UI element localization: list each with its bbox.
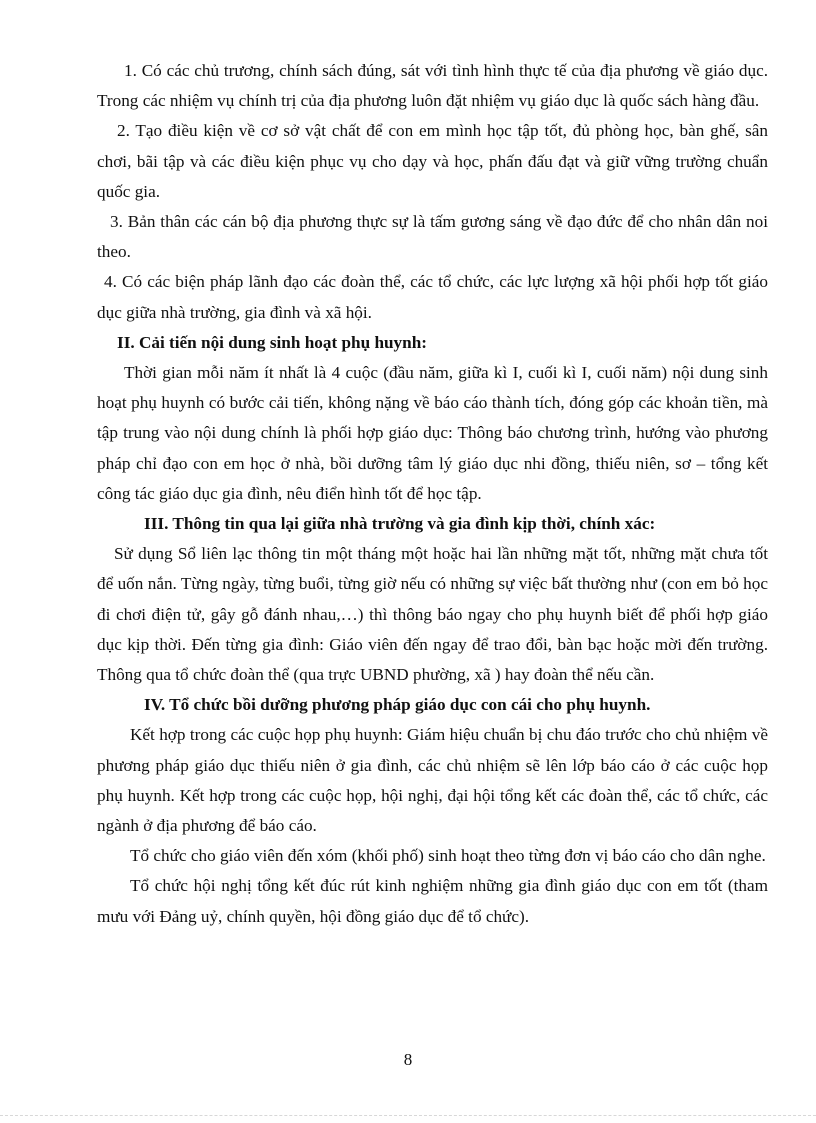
body-paragraph: Kết hợp trong các cuộc họp phụ huynh: Giám hiệu chuẩn bị chu đáo trước cho chủ nhiệm về phương pháp giáo dục thiếu niên ở gia đình, các chủ nhiệm sẽ lên lớp báo cáo ở các cuộc họp phụ huynh. Kết hợp trong các cuộc họp, hội nghị, đại hội tổng kết các đoàn thể, các tổ chức, các ngành ở địa phương để báo cáo. <box>97 725 768 836</box>
section-heading: III. Thông tin qua lại giữa nhà trường và gia đình kịp thời, chính xác: <box>144 514 656 534</box>
section-heading: II. Cải tiến nội dung sinh hoạt phụ huynh: <box>117 332 427 352</box>
page-bottom-divider <box>0 1115 816 1116</box>
body-paragraph: 1. Có các chủ trương, chính sách đúng, sát với tình hình thực tế của địa phương về giáo dục. Trong các nhiệm vụ chính trị của địa phương luôn đặt nhiệm vụ giáo dục là quốc sách hàng đầu. <box>97 61 768 111</box>
document-body <box>97 56 768 932</box>
body-paragraph: Tổ chức hội nghị tổng kết đúc rút kinh nghiệm những gia đình giáo dục con em tốt (tham mưu với Đảng uỷ, chính quyền, hội đồng giáo dục để tổ chức). <box>97 876 768 926</box>
body-paragraph: Thời gian mỗi năm ít nhất là 4 cuộc (đầu năm, giữa kì I, cuối kì I, cuối năm) nội dung sinh hoạt phụ huynh có bước cải tiến, không nặng về báo cáo thành tích, đóng góp các khoản tiền, mà tập trung vào nội dung chính là phối hợp giáo dục: Thông báo chương trình, hướng vào phương pháp chỉ đạo con em học ở nhà, bồi dưỡng tâm lý giáo dục nhi đồng, thiếu niên, sơ – tổng kết công tác giáo dục gia đình, nêu điển hình tốt để học tập. <box>97 363 768 503</box>
body-paragraph: 4. Có các biện pháp lãnh đạo các đoàn thể, các tổ chức, các lực lượng xã hội phối hợp tốt giáo dục giữa nhà trường, gia đình và xã hội. <box>97 272 768 322</box>
page-number: 8 <box>403 1050 413 1069</box>
body-paragraph: Tổ chức cho giáo viên đến xóm (khối phố) sinh hoạt theo từng đơn vị báo cáo cho dân nghe. <box>130 846 766 866</box>
section-heading: IV. Tổ chức bồi dưỡng phương pháp giáo dục con cái cho phụ huynh. <box>144 695 651 715</box>
body-paragraph: Sử dụng Sổ liên lạc thông tin một tháng một hoặc hai lần những mặt tốt, những mặt chưa tốt để uốn nắn. Từng ngày, từng buổi, từng giờ nếu có những sự việc bất thường như (con em bỏ học đi chơi điện tử, gây gỗ đánh nhau,…) thì thông báo ngay cho phụ huynh biết để phối hợp giáo dục kịp thời. Đến từng gia đình: Giáo viên đến ngay để trao đổi, bàn bạc hoặc mời đến trường. Thông qua tổ chức đoàn thể (qua trực UBND phường, xã ) hay đoàn thể nếu cần. <box>97 544 768 685</box>
body-paragraph: 3. Bản thân các cán bộ địa phương thực sự là tấm gương sáng về đạo đức để cho nhân dân noi theo. <box>97 212 768 262</box>
body-paragraph: 2. Tạo điều kiện về cơ sở vật chất để con em mình học tập tốt, đủ phòng học, bàn ghế, sân chơi, bãi tập và các điều kiện phục vụ cho dạy và học, phấn đấu đạt và giữ vững trường chuẩn quốc gia. <box>97 121 768 201</box>
